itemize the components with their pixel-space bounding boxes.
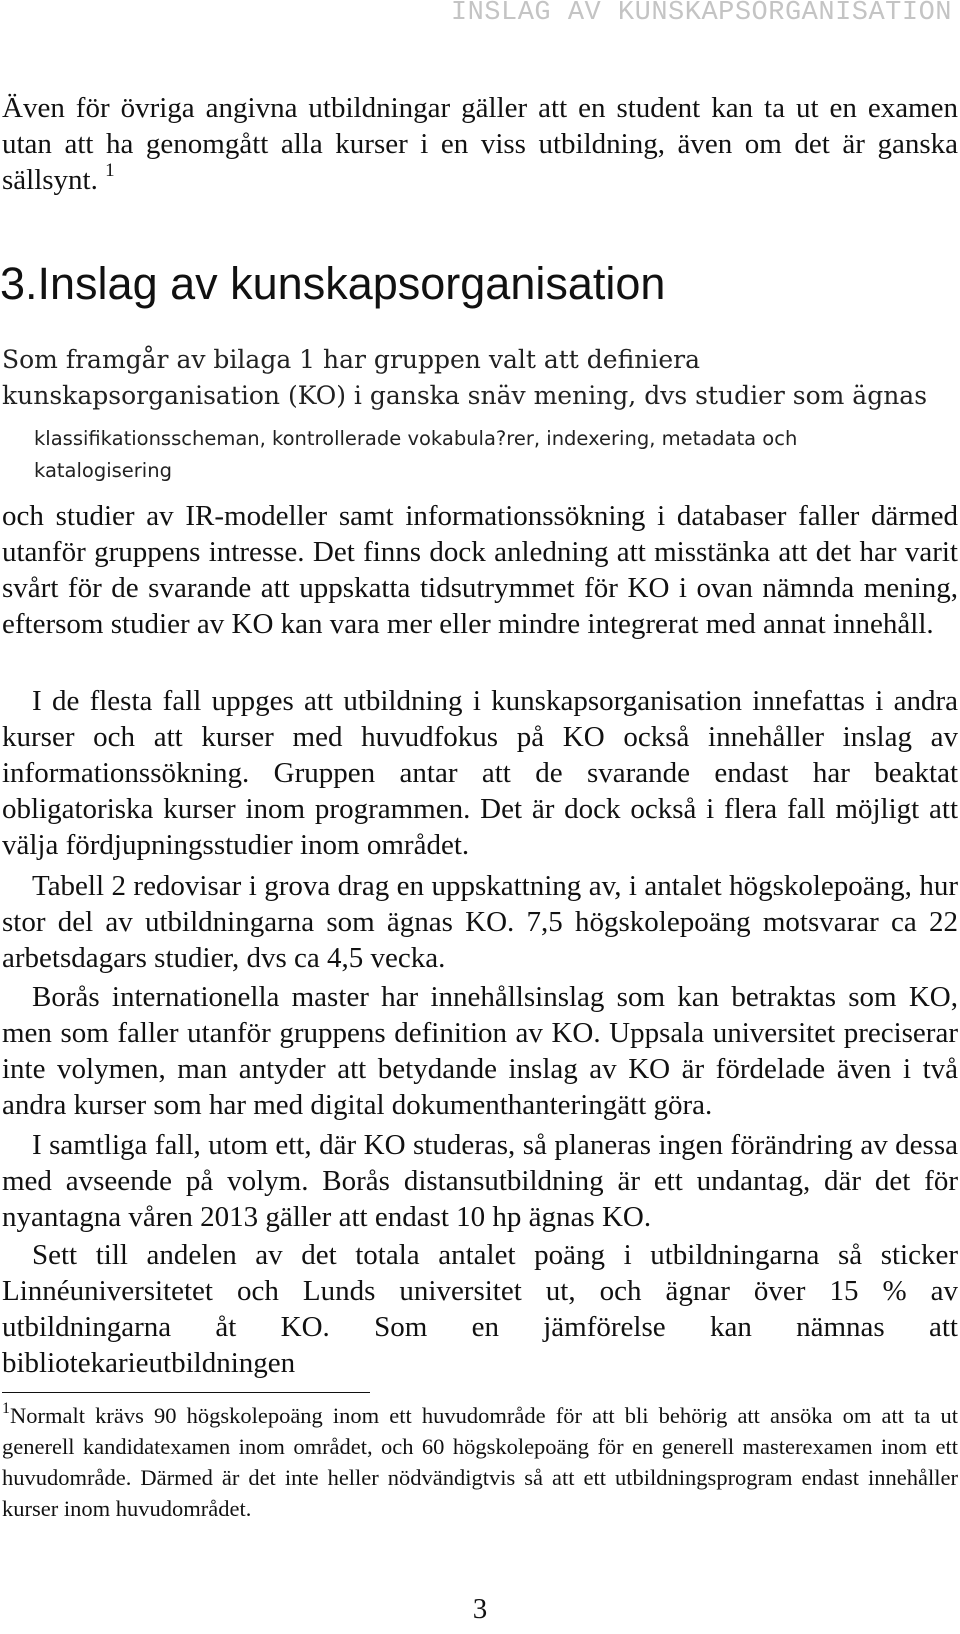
intro-paragraph: [2, 90, 958, 198]
section-heading: 3.Inslag av kunskapsorganisation: [0, 258, 666, 309]
running-header: INSLAG AV KUNSKAPSORGANISATION: [450, 0, 952, 28]
body-paragraph: Sett till andelen av det totala antalet poäng i utbildningarna så sticker Linnéuniversitetet och Lunds universitet ut, och ägnar över 15 % av utbildningarna åt KO. Som en jämförelse kan nämnas att bibliotekarieutbildningen: [2, 1239, 958, 1379]
page-number: 3: [472, 1593, 488, 1625]
body-paragraph: Tabell 2 redovisar i grova drag en uppskattning av, i antalet högskolepoäng, hur stor del av utbildningarna som ägnas KO. 7,5 högskolepoäng motsvarar ca 22 arbetsdagars studier, dvs ca 4,5 vecka.: [2, 870, 958, 974]
body-paragraph: och studier av IR-modeller samt informationssökning i databaser faller därmed utanför gruppens intresse. Det finns dock anledning att misstänka att det har varit svårt för de svarande att uppskatta tidsutrymmet för KO i ovan nämnda mening, eftersom studier av KO kan vara mer eller mindre integrerat med annat innehåll.: [2, 500, 958, 640]
footnote-divider: [2, 1392, 370, 1393]
body-paragraph: Borås internationella master har innehållsinslag som kan betraktas som KO, men som faller utanför gruppens definition av KO. Uppsala universitet preciserar inte volymen, man antyder att betydande inslag av KO är fördelade även i två andra kurser som har med digital dokumenthanteringätt göra.: [2, 981, 958, 1121]
footnote-reference: 1: [105, 160, 115, 181]
footnote-text: Normalt krävs 90 högskolepoäng inom ett huvudområde för att bli behörig att ansöka om att ta ut generell kandidatexamen inom området, och 60 högskolepoäng för en generell masterexamen inom ett huvudområde. Därmed är det inte heller nödvändigtvis så att ett utbildningsprogram endast innehåller kurser inom huvudområdet.: [2, 1403, 958, 1521]
body-paragraph: I samtliga fall, utom ett, där KO studeras, så planeras ingen förändring av dessa med avseende på volym. Borås distansutbildning är ett undantag, där det för nyantagna våren 2013 gäller att endast 10 hp ägnas KO.: [2, 1129, 958, 1233]
footnote: [2, 1400, 958, 1524]
ko-definition-paragraph: Som framgår av bilaga 1 har gruppen valt att definiera kunskapsorganisation (KO) i ganska snäv mening, dvs studier som ägnas: [2, 345, 928, 410]
body-paragraph: I de flesta fall uppges att utbildning i kunskapsorganisation innefattas i andra kurser och att kurser med huvudfokus på KO också innehåller inslag av informationssökning. Gruppen antar att de svarande endast har beaktat obligatoriska kurser inom programmen. Det är dock också i flera fall möjligt att välja fördjupningsstudier inom området.: [2, 685, 958, 861]
intro-text: Även för övriga angivna utbildningar gäller att en student kan ta ut en examen utan att ha genomgått alla kurser i en viss utbildning, även om det är ganska sällsynt.: [2, 92, 958, 196]
indented-topic-list: klassifikationsscheman, kontrollerade vokabula?rer, indexering, metadata och katalogisering: [34, 427, 798, 482]
footnote-mark: 1: [2, 1400, 10, 1417]
